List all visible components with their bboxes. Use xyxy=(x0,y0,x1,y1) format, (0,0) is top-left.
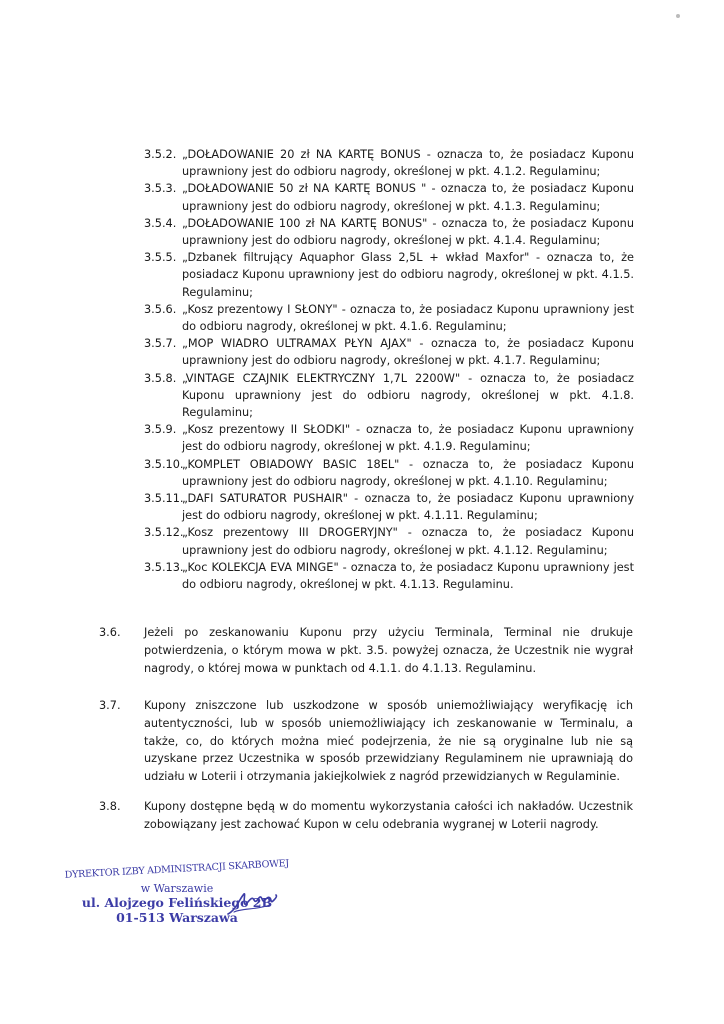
item-text: „DAFI SATURATOR PUSHAIR" - oznacza to, że posiadacz Kuponu uprawniony jest do odbioru nagrody, określonej w pkt. 4.1.11. Regulaminu; xyxy=(182,492,634,523)
list-item xyxy=(144,490,634,524)
item-number: 3.5.2. xyxy=(144,148,177,161)
item-text: „Kosz prezentowy III DROGERYJNY" - oznacza to, że posiadacz Kuponu uprawniony jest do odbioru nagrody, określonej w pkt. 4.1.12. Regulaminu; xyxy=(182,526,634,557)
list-item xyxy=(144,456,634,490)
section-text: Kupony dostępne będą w do momentu wykorzystania całości ich nakładów. Uczestnik zobowiązany jest zachować Kupon w celu odebrania wygranej w Loterii nagrody. xyxy=(144,800,633,831)
item-text: „DOŁADOWANIE 20 zł NA KARTĘ BONUS - oznacza to, że posiadacz Kuponu uprawniony jest do odbioru nagrody, określonej w pkt. 4.1.2. Regulaminu; xyxy=(182,148,634,179)
list-item xyxy=(144,215,634,249)
item-number: 3.5.12. xyxy=(144,526,184,540)
section-number: 3.7. xyxy=(99,699,121,712)
sub-items-list xyxy=(144,146,634,593)
item-number: 3.5.6. xyxy=(144,302,177,316)
item-text: „MOP WIADRO ULTRAMAX PŁYN AJAX" - oznacza to, że posiadacz Kuponu uprawniony jest do odbioru nagrody, określonej w pkt. 4.1.7. Regulaminu; xyxy=(182,337,634,368)
list-item xyxy=(144,146,634,180)
list-item xyxy=(144,559,634,593)
item-text: „Kosz prezentowy II SŁODKI" - oznacza to, że posiadacz Kuponu uprawniony jest do odbioru nagrody, określonej w pkt. 4.1.9. Regulaminu; xyxy=(182,423,634,454)
list-item xyxy=(144,421,634,455)
item-text: „VINTAGE CZAJNIK ELEKTRYCZNY 1,7L 2200W" - oznacza to, że posiadacz Kuponu uprawniony jest do odbioru nagrody, określonej w pkt. 4.1.8. Regulaminu; xyxy=(182,371,634,420)
stamp-line-1: DYREKTOR IZBY ADMINISTRACJI SKARBOWEJ xyxy=(64,858,290,881)
item-number: 3.5.5. xyxy=(144,251,177,265)
list-item xyxy=(144,370,634,422)
item-number: 3.5.10. xyxy=(144,457,184,471)
section-number: 3.6. xyxy=(99,626,121,639)
section-3-6 xyxy=(99,624,633,677)
list-item xyxy=(144,301,634,335)
section-3-7 xyxy=(99,697,633,786)
section-text: Kupony zniszczone lub uszkodzone w sposób uniemożliwiający weryfikację ich autentyczności, lub w sposób uniemożliwiający ich zeskanowanie w Terminalu, a także, co, do których można mieć podejrzenia, że nie są oryginalne lub nie są uzyskane przez Uczestnika w sposób przewidziany Regulaminem nie uprawniają do udziału w Loterii i otrzymania jakiejkolwiek z nagród przewidzianych w Regulaminie. xyxy=(144,699,633,784)
item-text: „KOMPLET OBIADOWY BASIC 18EL" - oznacza to, że posiadacz Kuponu uprawniony jest do odbioru nagrody, określonej w pkt. 4.1.10. Regulaminu; xyxy=(182,457,634,488)
item-text: „Kosz prezentowy I SŁONY" - oznacza to, że posiadacz Kuponu uprawniony jest do odbioru nagrody, określonej w pkt. 4.1.6. Regulaminu; xyxy=(182,302,634,334)
stamp-line-3: ul. Alojzego Felińskiego 2B xyxy=(81,895,273,910)
item-number: 3.5.11. xyxy=(144,492,184,506)
item-number: 3.5.7. xyxy=(144,337,177,351)
list-item xyxy=(144,335,634,369)
section-3-8 xyxy=(99,798,633,834)
stamp-line-2: w Warszawie xyxy=(140,882,214,895)
stamp-line-4: 01-513 Warszawa xyxy=(116,910,238,925)
item-number: 3.5.3. xyxy=(144,182,177,196)
list-item xyxy=(144,249,634,301)
item-text: „Dzbanek filtrujący Aquaphor Glass 2,5L + wkład Maxfor" - oznacza to, że posiadacz Kuponu uprawniony jest do odbioru nagrody, określonej w pkt. 4.1.5. Regulaminu; xyxy=(182,251,634,299)
item-text: „Koc KOLEKCJA EVA MINGE" - oznacza to, że posiadacz Kuponu uprawniony jest do odbioru nagrody, określonej w pkt. 4.1.13. Regulaminu. xyxy=(182,560,634,592)
signature-icon xyxy=(226,888,278,918)
item-text: „DOŁADOWANIE 100 zł NA KARTĘ BONUS" - oznacza to, że posiadacz Kuponu uprawniony jest do odbioru nagrody, określonej w pkt. 4.1.4. Regulaminu; xyxy=(182,216,634,248)
item-number: 3.5.13. xyxy=(144,560,184,574)
item-number: 3.5.4. xyxy=(144,216,177,230)
list-item xyxy=(144,180,634,214)
item-number: 3.5.8. xyxy=(144,371,177,385)
section-number: 3.8. xyxy=(99,800,121,813)
item-number: 3.5.9. xyxy=(144,423,177,437)
item-text: „DOŁADOWANIE 50 zł NA KARTĘ BONUS " - oznacza to, że posiadacz Kuponu uprawniony jest do odbioru nagrody, określonej w pkt. 4.1.3. Regulaminu; xyxy=(182,182,634,213)
section-text: Jeżeli po zeskanowaniu Kuponu przy użyciu Terminala, Terminal nie drukuje potwierdzenia, o którym mowa w pkt. 3.5. powyżej oznacza, że Uczestnik nie wygrał nagrody, o której mowa w punktach od 4.1.1. do 4.1.13. Regulaminu. xyxy=(144,626,633,675)
list-item xyxy=(144,524,634,558)
scan-mark xyxy=(676,14,680,18)
